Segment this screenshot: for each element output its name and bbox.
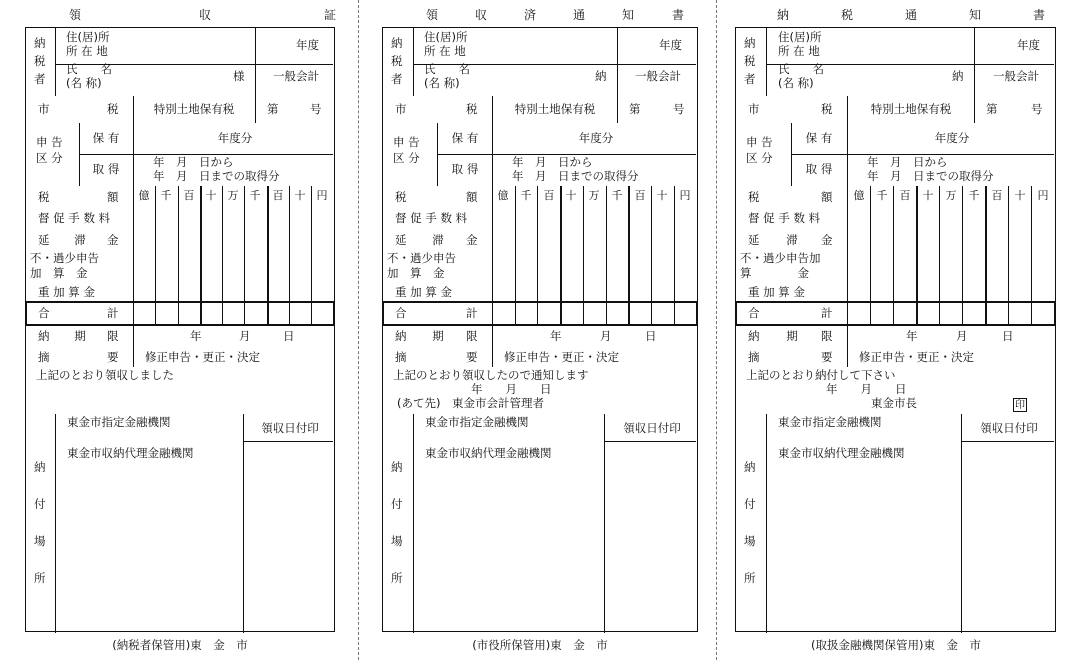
due-month: 月 <box>239 329 251 343</box>
acquisition-from: 年 月 日から <box>512 155 593 169</box>
city-tax-label: 税 <box>821 102 833 116</box>
digit-column <box>916 302 918 325</box>
digit-header: 億 <box>853 189 865 202</box>
agency-institution: 東金市収納代理金融機関 <box>67 446 194 460</box>
rule-v <box>492 325 493 367</box>
year-label: 年度 <box>1017 38 1040 52</box>
row-label-total: 計 <box>821 306 833 320</box>
due-label: 期 <box>74 329 86 343</box>
digit-header: 百 <box>899 189 911 202</box>
number-label: 第 <box>986 102 998 116</box>
agency-institution: 東金市収納代理金融機関 <box>425 446 552 460</box>
digit-column <box>155 186 156 302</box>
row-label-tax-amount: 税 <box>748 190 760 204</box>
summary-value: 修正申告・更正・決定 <box>504 350 619 364</box>
holding-value: 年度分 <box>934 131 970 145</box>
message-line-0: 上記のとおり納付して下さい <box>746 368 896 382</box>
row-label-underreport: 算 金 <box>740 266 809 280</box>
digit-header: 百 <box>543 189 555 202</box>
digit-column <box>515 302 516 325</box>
rule-v <box>492 96 493 123</box>
account-label: 一般会計 <box>635 69 681 83</box>
title-char: 領 <box>68 8 82 22</box>
digit-column <box>893 186 894 302</box>
acquisition-label: 取 得 <box>805 162 833 176</box>
name-label: (名 称) <box>778 76 814 90</box>
declaration-label: 申 告 <box>746 135 773 149</box>
rule-v <box>133 302 134 325</box>
city-tax-label: 市 <box>748 102 760 116</box>
digit-column <box>651 302 652 325</box>
slip-footer: (市役所保管用)東 金 市 <box>472 638 608 652</box>
rule-v <box>604 414 605 633</box>
taxpayer-divider <box>413 28 414 96</box>
rule-v <box>243 414 244 633</box>
digit-column <box>870 302 871 325</box>
name-label: (名 称) <box>424 76 460 90</box>
agency-institution: 東金市収納代理金融機関 <box>778 446 905 460</box>
title-char: 通 <box>904 8 918 22</box>
title-char: 税 <box>840 8 854 22</box>
name-suffix: 納 <box>595 69 607 83</box>
acquisition-label: 取 得 <box>92 162 120 176</box>
digit-column <box>289 302 290 325</box>
payment-place-label: 所 <box>391 571 403 585</box>
digit-column <box>916 186 918 302</box>
title-char: 書 <box>671 8 685 22</box>
declaration-label: 申 告 <box>36 135 63 149</box>
seal-mark: 印 <box>1015 400 1025 411</box>
rule-v <box>492 302 493 325</box>
tax-item: 特別土地保有税 <box>153 102 235 116</box>
slip-title <box>735 7 1056 23</box>
perforation-line <box>716 0 717 660</box>
digit-column <box>222 186 223 302</box>
tax-item: 特別土地保有税 <box>870 102 952 116</box>
digit-column <box>939 302 940 325</box>
rule-v <box>255 96 256 123</box>
row-label-heavy-penalty: 重 加 算 金 <box>38 285 95 299</box>
summary-value: 修正申告・更正・決定 <box>859 350 974 364</box>
digit-header: 万 <box>227 189 239 202</box>
city-tax-label: 税 <box>466 102 478 116</box>
title-char: 通 <box>572 8 586 22</box>
rule-v <box>133 96 134 123</box>
row-label-total: 合 <box>748 306 760 320</box>
name-label: 氏 名 <box>424 62 470 76</box>
digit-header: 千 <box>160 189 172 202</box>
taxpayer-label: 者 <box>34 72 46 86</box>
receipt-stamp-label: 領収日付印 <box>980 421 1038 435</box>
digit-header: 百 <box>634 189 646 202</box>
digit-column <box>267 186 269 302</box>
receipt-stamp-label: 領収日付印 <box>261 421 319 435</box>
due-label: 納 <box>748 329 760 343</box>
digit-column <box>628 186 630 302</box>
declaration-label: 申 告 <box>393 135 420 149</box>
summary-label: 摘 <box>395 350 407 364</box>
row-label-reminder-fee: 督 促 手 数 料 <box>748 211 821 225</box>
row-label-underreport: 不・過少申告 <box>387 251 456 265</box>
digit-header: 千 <box>876 189 888 202</box>
row-label-underreport: 加 算 金 <box>387 266 445 280</box>
row-label-delinquency: 金 <box>466 233 478 247</box>
row-label-tax-amount: 税 <box>38 190 50 204</box>
form-table <box>735 27 1056 632</box>
address-label: 住(居)所 <box>66 30 110 44</box>
digit-column <box>267 302 269 325</box>
digit-header: 円 <box>316 189 328 202</box>
message-line-1: 年 月 日 <box>826 382 907 396</box>
digit-header: 百 <box>183 189 195 202</box>
digit-column <box>200 186 202 302</box>
summary-label: 摘 <box>748 350 760 364</box>
digit-column <box>200 302 202 325</box>
digit-column <box>1008 186 1009 302</box>
acquisition-to: 年 月 日までの取得分 <box>867 169 994 183</box>
taxpayer-label: 者 <box>391 72 403 86</box>
digit-header: 百 <box>272 189 284 202</box>
rule-v <box>847 325 848 367</box>
declaration-label: 区 分 <box>393 151 420 165</box>
due-label: 限 <box>466 329 478 343</box>
payment-place-label: 場 <box>34 534 46 548</box>
digit-column <box>515 186 516 302</box>
city-tax-label: 市 <box>395 102 407 116</box>
due-label: 期 <box>786 329 798 343</box>
rule-v <box>974 28 975 96</box>
name-suffix: 様 <box>233 69 245 83</box>
city-tax-label: 税 <box>107 102 119 116</box>
digit-column <box>985 186 987 302</box>
year-label: 年度 <box>659 38 682 52</box>
row-label-heavy-penalty: 重 加 算 金 <box>748 285 805 299</box>
digit-header: 億 <box>497 189 509 202</box>
row-label-delinquency: 金 <box>107 233 119 247</box>
receipt-stamp-label: 領収日付印 <box>623 421 681 435</box>
digit-column <box>606 302 607 325</box>
payment-place-label: 所 <box>34 571 46 585</box>
summary-label: 要 <box>821 350 833 364</box>
message-line-0: 上記のとおり領収したので通知します <box>393 368 589 382</box>
taxpayer-label: 者 <box>744 72 756 86</box>
row-label-underreport: 不・過少申告加 <box>740 251 821 265</box>
digit-header: 千 <box>249 189 261 202</box>
due-label: 限 <box>821 329 833 343</box>
taxpayer-label: 納 <box>34 36 46 50</box>
digit-column <box>870 186 871 302</box>
number-label: 第 <box>267 102 279 116</box>
holding-label: 保 有 <box>92 131 120 145</box>
address-label: 所 在 地 <box>778 44 820 58</box>
form-table <box>25 27 335 632</box>
title-char: 領 <box>425 8 439 22</box>
rule-v <box>847 186 848 302</box>
account-label: 一般会計 <box>993 69 1039 83</box>
digit-column <box>1031 186 1032 302</box>
payment-place-label: 場 <box>744 534 756 548</box>
digit-header: 千 <box>520 189 532 202</box>
due-year: 年 <box>906 329 918 343</box>
payment-place-label: 付 <box>391 497 403 511</box>
payment-place-label: 付 <box>34 497 46 511</box>
digit-column <box>583 302 584 325</box>
digit-header: 万 <box>945 189 957 202</box>
slip-title <box>25 7 335 23</box>
payment-place-label: 納 <box>34 460 46 474</box>
digit-column <box>674 186 675 302</box>
rule-v <box>492 186 493 302</box>
digit-header: 十 <box>294 189 306 202</box>
perforation-line <box>358 0 359 660</box>
title-char: 収 <box>474 8 488 22</box>
slip-footer: (納税者保管用)東 金 市 <box>112 638 248 652</box>
digit-column <box>674 302 675 325</box>
digit-header: 百 <box>991 189 1003 202</box>
summary-value: 修正申告・更正・決定 <box>145 350 260 364</box>
rule-v <box>133 186 134 302</box>
row-label-delinquency: 延 <box>748 233 760 247</box>
rule-v <box>961 414 962 633</box>
slip-title <box>382 7 698 23</box>
digit-header: 十 <box>656 189 668 202</box>
number-label: 号 <box>673 102 685 116</box>
digit-header: 千 <box>968 189 980 202</box>
holding-label: 保 有 <box>451 131 479 145</box>
row-label-delinquency: 延 <box>395 233 407 247</box>
due-year: 年 <box>190 329 202 343</box>
number-label: 号 <box>310 102 322 116</box>
taxpayer-label: 税 <box>744 54 756 68</box>
slip-receipt-notice <box>382 0 698 660</box>
row-label-total: 合 <box>38 306 50 320</box>
address-label: 所 在 地 <box>66 44 108 58</box>
rule-v <box>413 414 414 633</box>
rule-v <box>255 28 256 96</box>
name-label: 氏 名 <box>66 62 112 76</box>
digit-column <box>244 302 245 325</box>
digit-header: 十 <box>922 189 934 202</box>
digit-column <box>939 186 940 302</box>
digit-column <box>178 186 179 302</box>
designated-institution: 東金市指定金融機関 <box>778 415 882 429</box>
title-char: 収 <box>198 8 212 22</box>
holding-value: 年度分 <box>217 131 253 145</box>
row-label-total: 合 <box>395 306 407 320</box>
payment-place-label: 所 <box>744 571 756 585</box>
taxpayer-label: 税 <box>34 54 46 68</box>
digit-header: 万 <box>588 189 600 202</box>
payment-place-label: 納 <box>744 460 756 474</box>
digit-column <box>893 302 894 325</box>
row-label-reminder-fee: 督 促 手 数 料 <box>395 211 468 225</box>
due-month: 月 <box>600 329 612 343</box>
designated-institution: 東金市指定金融機関 <box>425 415 529 429</box>
declaration-label: 区 分 <box>36 151 63 165</box>
digit-column <box>311 302 312 325</box>
holding-value: 年度分 <box>578 131 614 145</box>
digit-column <box>537 186 538 302</box>
slip-tax-notice <box>735 0 1056 660</box>
digit-column <box>311 186 312 302</box>
rule-v <box>617 96 618 123</box>
name-label: 氏 名 <box>778 62 824 76</box>
message-line-1: 年 月 日 <box>471 382 552 396</box>
message-line-2: (あて先) 東金市会計管理者 <box>397 396 544 410</box>
row-label-underreport: 加 算 金 <box>30 266 88 280</box>
digit-header: 十 <box>565 189 577 202</box>
row-label-delinquency: 滞 <box>786 233 798 247</box>
digit-column <box>628 302 630 325</box>
message-line-0: 上記のとおり領収しました <box>36 368 174 382</box>
digit-column <box>1031 302 1032 325</box>
city-tax-label: 市 <box>38 102 50 116</box>
rule-v <box>617 28 618 96</box>
title-char: 書 <box>1032 8 1046 22</box>
row-label-delinquency: 延 <box>38 233 50 247</box>
digit-column <box>606 186 607 302</box>
digit-column <box>962 302 963 325</box>
digit-header: 円 <box>1037 189 1049 202</box>
digit-column <box>651 186 652 302</box>
digit-column <box>1008 302 1009 325</box>
acquisition-to: 年 月 日までの取得分 <box>153 169 280 183</box>
address-label: 所 在 地 <box>424 44 466 58</box>
digit-column <box>560 186 562 302</box>
number-label: 第 <box>629 102 641 116</box>
title-char: 知 <box>968 8 982 22</box>
taxpayer-label: 納 <box>744 36 756 50</box>
form-table <box>382 27 698 632</box>
summary-label: 摘 <box>38 350 50 364</box>
payment-place-label: 場 <box>391 534 403 548</box>
digit-column <box>962 186 963 302</box>
row-label-delinquency: 金 <box>821 233 833 247</box>
row-label-delinquency: 滞 <box>432 233 444 247</box>
title-char: 知 <box>621 8 635 22</box>
digit-column <box>289 186 290 302</box>
due-label: 納 <box>395 329 407 343</box>
tax-item: 特別土地保有税 <box>514 102 596 116</box>
row-label-delinquency: 滞 <box>74 233 86 247</box>
summary-label: 要 <box>107 350 119 364</box>
rule-v <box>766 414 767 633</box>
taxpayer-divider <box>766 28 767 96</box>
digit-column <box>244 186 245 302</box>
taxpayer-label: 税 <box>391 54 403 68</box>
taxpayer-label: 納 <box>391 36 403 50</box>
slip-footer: (取扱金融機関保管用)東 金 市 <box>811 638 981 652</box>
account-label: 一般会計 <box>273 69 319 83</box>
digit-header: 円 <box>679 189 691 202</box>
acquisition-from: 年 月 日から <box>153 155 234 169</box>
digit-header: 億 <box>138 189 150 202</box>
digit-column <box>178 302 179 325</box>
slip-receipt <box>25 0 335 660</box>
taxpayer-divider <box>55 28 56 96</box>
message-line-2: 東金市長 <box>871 396 917 410</box>
rule-h <box>243 441 333 442</box>
acquisition-from: 年 月 日から <box>867 155 948 169</box>
digit-column <box>985 302 987 325</box>
row-label-underreport: 不・過少申告 <box>30 251 99 265</box>
holding-label: 保 有 <box>805 131 833 145</box>
year-label: 年度 <box>296 38 319 52</box>
row-label-heavy-penalty: 重 加 算 金 <box>395 285 452 299</box>
digit-column <box>560 302 562 325</box>
digit-column <box>155 302 156 325</box>
rule-v <box>974 96 975 123</box>
due-day: 日 <box>645 329 657 343</box>
due-day: 日 <box>1002 329 1014 343</box>
digit-header: 十 <box>1014 189 1026 202</box>
row-label-total: 計 <box>107 306 119 320</box>
title-char: 証 <box>323 8 337 22</box>
digit-column <box>583 186 584 302</box>
row-label-tax-amount: 税 <box>395 190 407 204</box>
number-label: 号 <box>1031 102 1043 116</box>
designated-institution: 東金市指定金融機関 <box>67 415 171 429</box>
digit-column <box>537 302 538 325</box>
due-label: 期 <box>432 329 444 343</box>
due-day: 日 <box>283 329 295 343</box>
payment-place-label: 納 <box>391 460 403 474</box>
payment-place-label: 付 <box>744 497 756 511</box>
row-label-tax-amount: 額 <box>107 190 119 204</box>
declaration-label: 区 分 <box>746 151 773 165</box>
due-year: 年 <box>550 329 562 343</box>
summary-label: 要 <box>466 350 478 364</box>
due-label: 限 <box>107 329 119 343</box>
name-label: (名 称) <box>66 76 102 90</box>
address-label: 住(居)所 <box>424 30 468 44</box>
due-month: 月 <box>956 329 968 343</box>
rule-v <box>847 96 848 123</box>
rule-h <box>604 441 696 442</box>
rule-v <box>55 414 56 633</box>
acquisition-to: 年 月 日までの取得分 <box>512 169 639 183</box>
due-label: 納 <box>38 329 50 343</box>
acquisition-label: 取 得 <box>451 162 479 176</box>
row-label-tax-amount: 額 <box>466 190 478 204</box>
address-label: 住(居)所 <box>778 30 822 44</box>
digit-header: 千 <box>611 189 623 202</box>
rule-v <box>847 302 848 325</box>
digit-column <box>222 302 223 325</box>
row-label-tax-amount: 額 <box>821 190 833 204</box>
rule-v <box>133 325 134 367</box>
title-char: 済 <box>523 8 537 22</box>
digit-header: 十 <box>205 189 217 202</box>
name-suffix: 納 <box>952 69 964 83</box>
title-char: 納 <box>776 8 790 22</box>
row-label-total: 計 <box>466 306 478 320</box>
row-label-reminder-fee: 督 促 手 数 料 <box>38 211 111 225</box>
rule-h <box>961 441 1054 442</box>
